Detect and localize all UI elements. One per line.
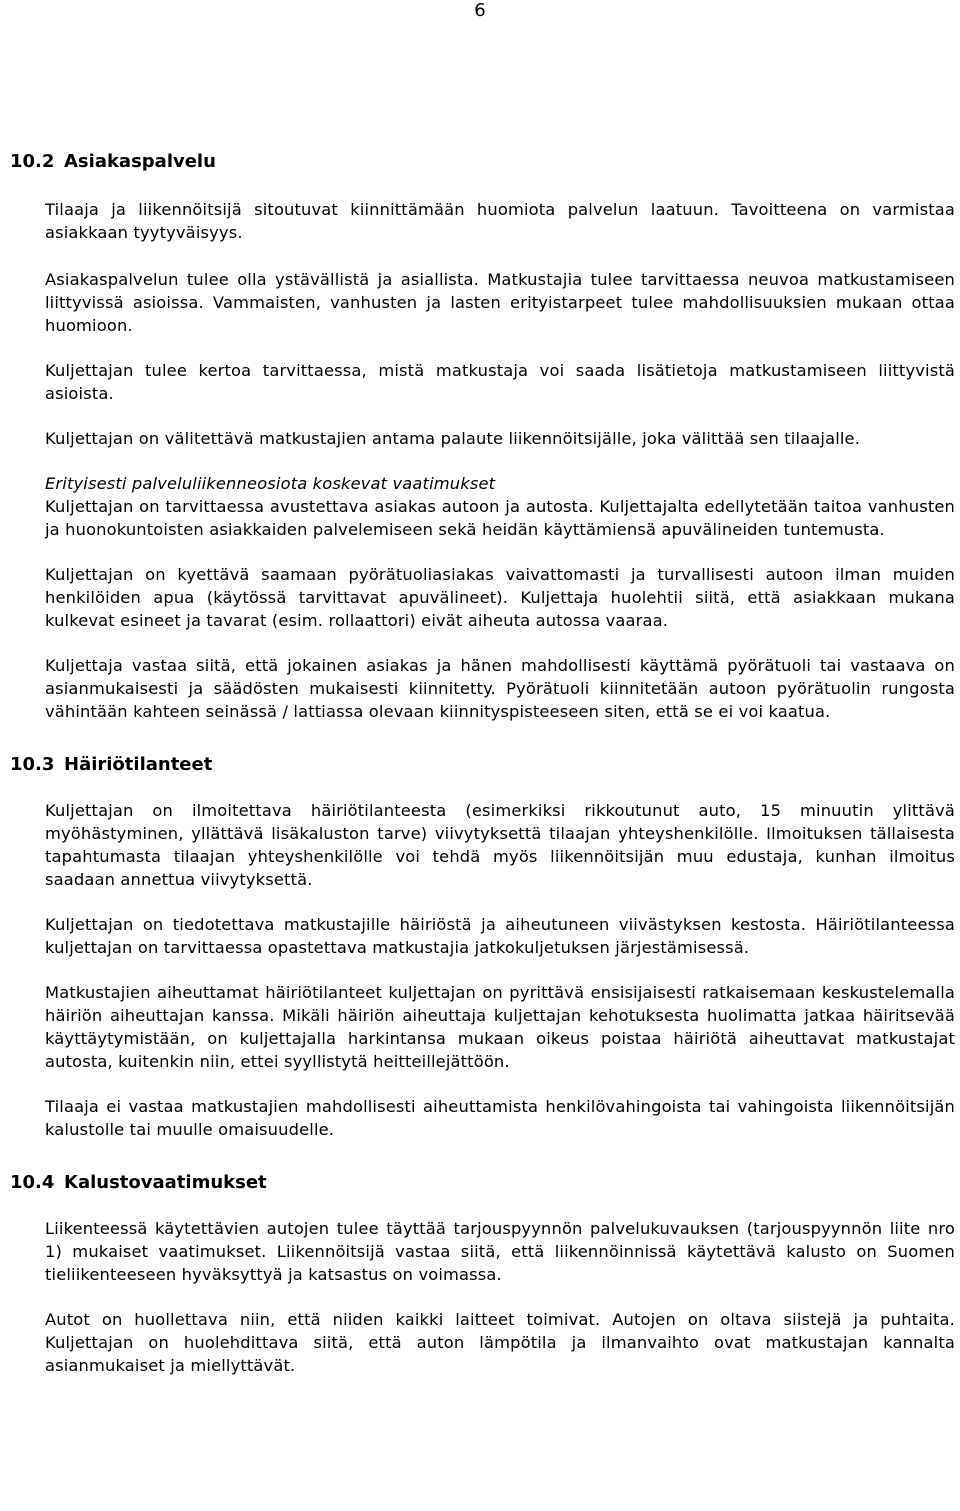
paragraph: Kuljettajan on tiedotettava matkustajille häiriöstä ja aiheutuneen viivästyksen kestosta. Häiriötilanteessa kuljettajan on tarvittaessa opastettava matkustajia jatkokuljetuksen järjestämisessä. [45, 915, 955, 957]
subheading: Erityisesti palveluliikenneosiota koskevat vaatimukset [45, 474, 496, 493]
paragraph: Kuljettajan on tarvittaessa avustettava asiakas autoon ja autosta. Kuljettajalta edellytetään taitoa vanhusten ja huonokuntoisten asiakkaiden palvelemiseen sekä heidän käyttämiensä apuvälineiden tuntemusta. [45, 497, 955, 539]
paragraph: Matkustajien aiheuttamat häiriötilanteet kuljettajan on pyrittävä ensisijaisesti ratkaisemaan keskustelemalla häiriön aiheuttajan kanssa. Mikäli häiriön aiheuttaja kuljettajan kehotuksesta huolimatta jatkaa häiritsevää käyttäytymistään, on kuljettajalla harkintansa mukaan oikeus poistaa häiriötä aiheuttavat matkustajat autosta, kuitenkin niin, ettei syyllistytä heitteillejättöön. [45, 983, 955, 1071]
section-title: Häiriötilanteet [64, 754, 213, 775]
paragraph: Kuljettaja vastaa siitä, että jokainen asiakas ja hänen mahdollisesti käyttämä pyörätuoli tai vastaava on asianmukaisesti ja säädösten mukaisesti kiinnitetty. Pyörätuoli kiinnitetään autoon pyörätuolin rungosta vähintään kahteen seinässä / lattiassa olevaan kiinnityspisteeseen siten, että se ei voi kaatua. [45, 656, 955, 721]
section-heading-10-4 [0, 1171, 960, 1195]
paragraph: Autot on huollettava niin, että niiden kaikki laitteet toimivat. Autojen on oltava siistejä ja puhtaita. Kuljettajan on huolehdittava siitä, että auton lämpötila ja ilmanvaihto ovat matkustajan kannalta asianmukaiset ja miellyttävät. [45, 1310, 955, 1375]
page-number: 6 [474, 0, 486, 21]
section-number: 10.4 [10, 1172, 55, 1193]
paragraph: Tilaaja ei vastaa matkustajien mahdollisesti aiheuttamista henkilövahingoista tai vahingoista liikennöitsijän kalustolle tai muulle omaisuudelle. [45, 1097, 955, 1139]
paragraph: Kuljettajan tulee kertoa tarvittaessa, mistä matkustaja voi saada lisätietoja matkustamiseen liittyvistä asioista. [45, 361, 955, 403]
paragraph: Kuljettajan on ilmoitettava häiriötilanteesta (esimerkiksi rikkoutunut auto, 15 minuutin ylittävä myöhästyminen, yllättävä lisäkaluston tarve) viivytyksettä tilaajan yhteyshenkilölle. Ilmoituksen tällaisesta tapahtumasta tilaajan yhteyshenkilölle voi tehdä myös liikennöitsijän muu edustaja, kunhan ilmoitus saadaan annettua viivytyksettä. [45, 801, 955, 889]
section-number: 10.2 [10, 151, 55, 172]
section-number: 10.3 [10, 754, 55, 775]
paragraph: Liikenteessä käytettävien autojen tulee täyttää tarjouspyynnön palvelukuvauksen (tarjouspyynnön liite nro 1) mukaiset vaatimukset. Liikennöitsijä vastaa siitä, että liikennöinnissä käytettävä kalusto on Suomen tieliikenteeseen hyväksyttyä ja katsastus on voimassa. [45, 1219, 955, 1284]
paragraph: Tilaaja ja liikennöitsijä sitoutuvat kiinnittämään huomiota palvelun laatuun. Tavoitteena on varmistaa asiakkaan tyytyväisyys. [45, 200, 955, 242]
section-heading-10-2 [0, 150, 960, 174]
section-heading-10-3 [0, 753, 960, 777]
section-title: Asiakaspalvelu [64, 151, 216, 172]
section-title: Kalustovaatimukset [64, 1172, 267, 1193]
paragraph: Kuljettajan on kyettävä saamaan pyörätuoliasiakas vaivattomasti ja turvallisesti autoon ilman muiden henkilöiden apua (käytössä tarvittavat apuvälineet). Kuljettaja huolehtii siitä, että asiakkaan mukana kulkevat esineet ja tavarat (esim. rollaattori) eivät aiheuta autossa vaaraa. [45, 565, 955, 630]
paragraph: Asiakaspalvelun tulee olla ystävällistä ja asiallista. Matkustajia tulee tarvittaessa neuvoa matkustamiseen liittyvissä asioissa. Vammaisten, vanhusten ja lasten erityistarpeet tulee mahdollisuuksien mukaan ottaa huomioon. [45, 270, 955, 335]
paragraph: Kuljettajan on välitettävä matkustajien antama palaute liikennöitsijälle, joka välittää sen tilaajalle. [45, 429, 861, 448]
document-body [0, 150, 960, 1377]
